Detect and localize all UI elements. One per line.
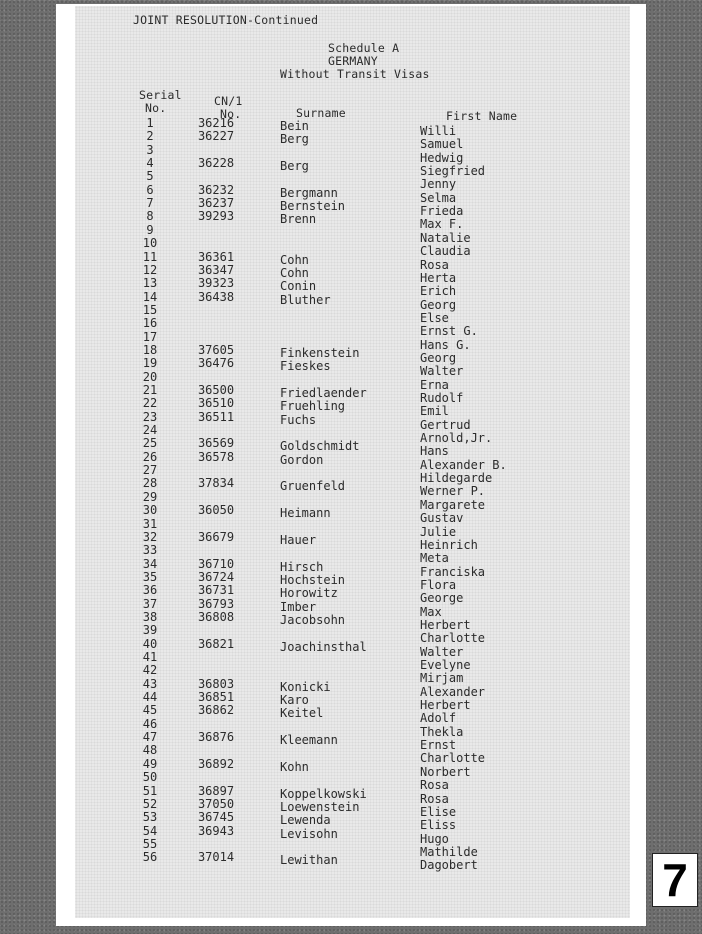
serial-number: 50: [142, 770, 158, 785]
surname: Fieskes: [280, 359, 331, 374]
serial-number: 3: [146, 142, 154, 157]
serial-number: 6: [146, 182, 154, 197]
surname: Conin: [280, 279, 317, 294]
first-name: Natalie: [420, 230, 471, 245]
serial-number: 18: [142, 342, 158, 357]
surname: Imber: [280, 599, 317, 614]
cn-number: 36731: [197, 583, 235, 598]
surname: Gruenfeld: [280, 479, 346, 494]
col-surname: Surname: [296, 106, 346, 120]
cn-number: 36821: [197, 636, 235, 651]
serial-number: 47: [142, 730, 158, 745]
cn-number: 36862: [197, 703, 235, 718]
serial-number: 53: [142, 810, 158, 825]
first-name: Werner P.: [420, 484, 486, 499]
serial-number: 35: [142, 569, 158, 584]
cn-number: 36050: [197, 503, 235, 518]
surname: Koppelkowski: [280, 786, 367, 801]
cn-number: 37014: [197, 850, 235, 865]
cn-number: 36851: [197, 690, 235, 705]
serial-number: 39: [142, 623, 158, 638]
cn-number: 36710: [197, 556, 235, 571]
cn-number: 36347: [197, 262, 235, 277]
surname: Kohn: [280, 759, 309, 774]
serial-number: 19: [142, 356, 158, 371]
first-name: Alexander B.: [420, 457, 507, 472]
serial-number: 55: [142, 836, 158, 851]
first-name: Meta: [420, 551, 449, 566]
cn-number: 36510: [197, 396, 235, 411]
cn-number: 36438: [197, 289, 235, 304]
cn-number: 36228: [197, 156, 235, 171]
surname: Horowitz: [280, 586, 338, 601]
serial-number: 16: [142, 316, 158, 331]
cn-number: 39293: [197, 209, 235, 224]
serial-number: 28: [142, 476, 158, 491]
cn-number: 36745: [197, 810, 235, 825]
surname: Heimann: [280, 506, 331, 521]
serial-number: 38: [142, 609, 158, 624]
first-name: Herbert: [420, 617, 471, 632]
cn-number: 36679: [197, 529, 235, 544]
first-name: Claudia: [420, 244, 471, 259]
surname: Finkenstein: [280, 345, 360, 360]
first-name: Rosa: [420, 791, 449, 806]
first-name: Max F.: [420, 217, 464, 232]
first-name: Siegfried: [420, 164, 486, 179]
first-name: Ernst: [420, 738, 457, 753]
serial-number: 51: [142, 783, 158, 798]
first-name: Flora: [420, 577, 457, 592]
serial-number: 1: [146, 116, 154, 130]
surname: Goldschmidt: [280, 439, 360, 454]
first-name: Selma: [420, 190, 457, 205]
col-serial-line2: No.: [145, 101, 167, 115]
col-serial-line1: Serial: [139, 88, 182, 102]
first-name: George: [420, 591, 464, 606]
first-name: Arnold,Jr.: [420, 431, 493, 446]
first-name: Adolf: [420, 711, 457, 726]
surname: Friedlaender: [280, 386, 367, 400]
first-name: Julie: [420, 524, 457, 539]
serial-number: 43: [142, 676, 158, 691]
cn-number: 36511: [197, 409, 235, 424]
first-name: Jenny: [420, 177, 457, 192]
surname: Karo: [280, 693, 309, 708]
cn-number: 36227: [197, 129, 235, 144]
serial-number: 4: [146, 156, 154, 171]
cn-number: 36237: [197, 196, 235, 211]
surname: Fuchs: [280, 412, 317, 427]
first-name: Heinrich: [420, 537, 478, 552]
serial-number: 20: [142, 369, 158, 384]
serial-number: 17: [142, 329, 158, 344]
first-name: Rosa: [420, 257, 449, 272]
serial-number: 23: [142, 409, 158, 424]
first-name: Dagobert: [420, 858, 478, 873]
surname: Joachinsthal: [280, 639, 367, 654]
first-name: Emil: [420, 404, 449, 419]
surname: Bluther: [280, 292, 331, 307]
serial-number: 24: [142, 423, 158, 438]
cn-number: 36361: [197, 249, 235, 264]
serial-number: 9: [146, 222, 154, 237]
first-name: Evelyne: [420, 658, 471, 672]
first-name: Frieda: [420, 204, 464, 219]
subtitle: Without Transit Visas: [280, 67, 430, 81]
serial-number: 44: [142, 690, 158, 705]
first-name: Hildegarde: [420, 471, 493, 486]
cn-number: 36808: [197, 609, 235, 624]
schedule-title: Schedule A: [328, 41, 400, 55]
cn-number: 36897: [197, 783, 235, 798]
first-name: Herta: [420, 270, 457, 285]
serial-number: 36: [142, 583, 158, 598]
surname: Berg: [280, 159, 309, 174]
first-name: Erich: [420, 284, 457, 299]
serial-number: 34: [142, 556, 158, 571]
cn-number: 36216: [197, 116, 235, 130]
serial-number: 25: [142, 436, 158, 451]
cn-number: 36793: [197, 596, 235, 611]
first-name: Mirjam: [420, 671, 464, 686]
serial-number: 2: [146, 129, 154, 144]
serial-number: 15: [142, 302, 158, 317]
first-name: Erna: [420, 377, 449, 392]
first-name: Herbert: [420, 698, 471, 713]
first-name: Max: [420, 604, 442, 619]
serial-number: 22: [142, 396, 158, 411]
surname: Bein: [280, 119, 309, 133]
surname: Hochstein: [280, 572, 346, 587]
col-cn-line2: No.: [220, 107, 242, 121]
cn-number: 36892: [197, 756, 235, 771]
serial-number: 54: [142, 823, 158, 838]
cn-number: 36943: [197, 823, 235, 838]
cn-number: 36569: [197, 436, 235, 451]
first-name: Hedwig: [420, 150, 464, 165]
serial-number: 12: [142, 262, 158, 277]
col-cn-line1: CN/1: [214, 94, 243, 108]
cn-number: 36724: [197, 569, 235, 584]
first-name: Mathilde: [420, 844, 478, 859]
surname: Lewenda: [280, 813, 331, 828]
first-name: Charlotte: [420, 751, 486, 766]
first-name: Georg: [420, 350, 457, 365]
first-name: Else: [420, 310, 449, 325]
continued-heading: JOINT RESOLUTION-Continued: [133, 13, 319, 27]
first-name: Willi: [420, 124, 457, 138]
surname: Hauer: [280, 532, 317, 547]
first-name: Norbert: [420, 764, 471, 779]
serial-number: 40: [142, 636, 158, 651]
serial-number: 37: [142, 596, 158, 611]
surname: Cohn: [280, 265, 309, 280]
serial-number: 27: [142, 463, 158, 478]
document-page: [75, 6, 630, 918]
first-name: Franciska: [420, 564, 486, 579]
first-name: Hans G.: [420, 337, 471, 352]
serial-number: 11: [142, 249, 158, 264]
first-name: Thekla: [420, 724, 464, 739]
serial-number: 13: [142, 276, 158, 291]
cn-number: 37605: [197, 342, 235, 357]
first-name: Georg: [420, 297, 457, 312]
serial-number: 41: [142, 650, 158, 664]
first-name: Ernst G.: [420, 324, 478, 339]
first-name: Hugo: [420, 831, 449, 846]
serial-number: 26: [142, 449, 158, 464]
serial-number: 45: [142, 703, 158, 718]
serial-number: 46: [142, 716, 158, 731]
surname: Lewithan: [280, 853, 338, 868]
surname: Jacobsohn: [280, 612, 346, 627]
serial-number: 32: [142, 529, 158, 544]
col-first-name: First Name: [446, 109, 518, 123]
serial-number: 31: [142, 516, 158, 531]
surname: Fruehling: [280, 399, 346, 414]
cn-number: 36578: [197, 449, 235, 464]
surname: Keitel: [280, 706, 324, 721]
surname: Gordon: [280, 452, 324, 467]
cn-number: 36803: [197, 676, 235, 691]
cn-number: 36232: [197, 182, 235, 197]
country-title: GERMANY: [328, 54, 378, 68]
cn-number: 39323: [197, 276, 235, 291]
first-name: Walter: [420, 644, 464, 659]
first-name: Alexander: [420, 684, 486, 699]
surname: Brenn: [280, 212, 317, 227]
serial-number: 52: [142, 796, 158, 811]
surname: Bergmann: [280, 185, 338, 200]
first-name: Eliss: [420, 818, 457, 833]
serial-number: 10: [142, 236, 158, 251]
first-name: Rosa: [420, 778, 449, 793]
cn-number: 37834: [197, 476, 235, 491]
serial-number: 7: [146, 196, 154, 211]
page-number-badge: 7: [652, 853, 698, 907]
serial-number: 33: [142, 543, 158, 558]
surname: Berg: [280, 132, 309, 147]
first-name: Charlotte: [420, 631, 486, 646]
surname: Konicki: [280, 679, 331, 694]
first-name: Hans: [420, 444, 449, 459]
first-name: Samuel: [420, 137, 464, 152]
surname: Levisohn: [280, 826, 338, 841]
first-name: Rudolf: [420, 391, 464, 405]
cn-number: 36876: [197, 730, 235, 745]
surname: Loewenstein: [280, 799, 360, 814]
serial-number: 49: [142, 756, 158, 771]
serial-number: 14: [142, 289, 158, 304]
serial-number: 48: [142, 743, 158, 758]
serial-number: 5: [146, 169, 154, 184]
cn-number: 37050: [197, 796, 235, 811]
surname: Kleemann: [280, 733, 338, 748]
serial-number: 21: [142, 383, 158, 397]
cn-number: 36500: [197, 383, 235, 397]
first-name: Walter: [420, 364, 464, 379]
surname: Cohn: [280, 252, 309, 267]
surname: Bernstein: [280, 199, 346, 214]
serial-number: 30: [142, 503, 158, 518]
serial-number: 56: [142, 850, 158, 865]
first-name: Elise: [420, 804, 457, 819]
surname: Hirsch: [280, 559, 324, 574]
first-name: Gertrud: [420, 417, 471, 432]
serial-number: 29: [142, 489, 158, 504]
first-name: Gustav: [420, 511, 464, 526]
serial-number: 8: [146, 209, 154, 224]
cn-number: 36476: [197, 356, 235, 371]
first-name: Margarete: [420, 497, 486, 512]
serial-number: 42: [142, 663, 158, 678]
